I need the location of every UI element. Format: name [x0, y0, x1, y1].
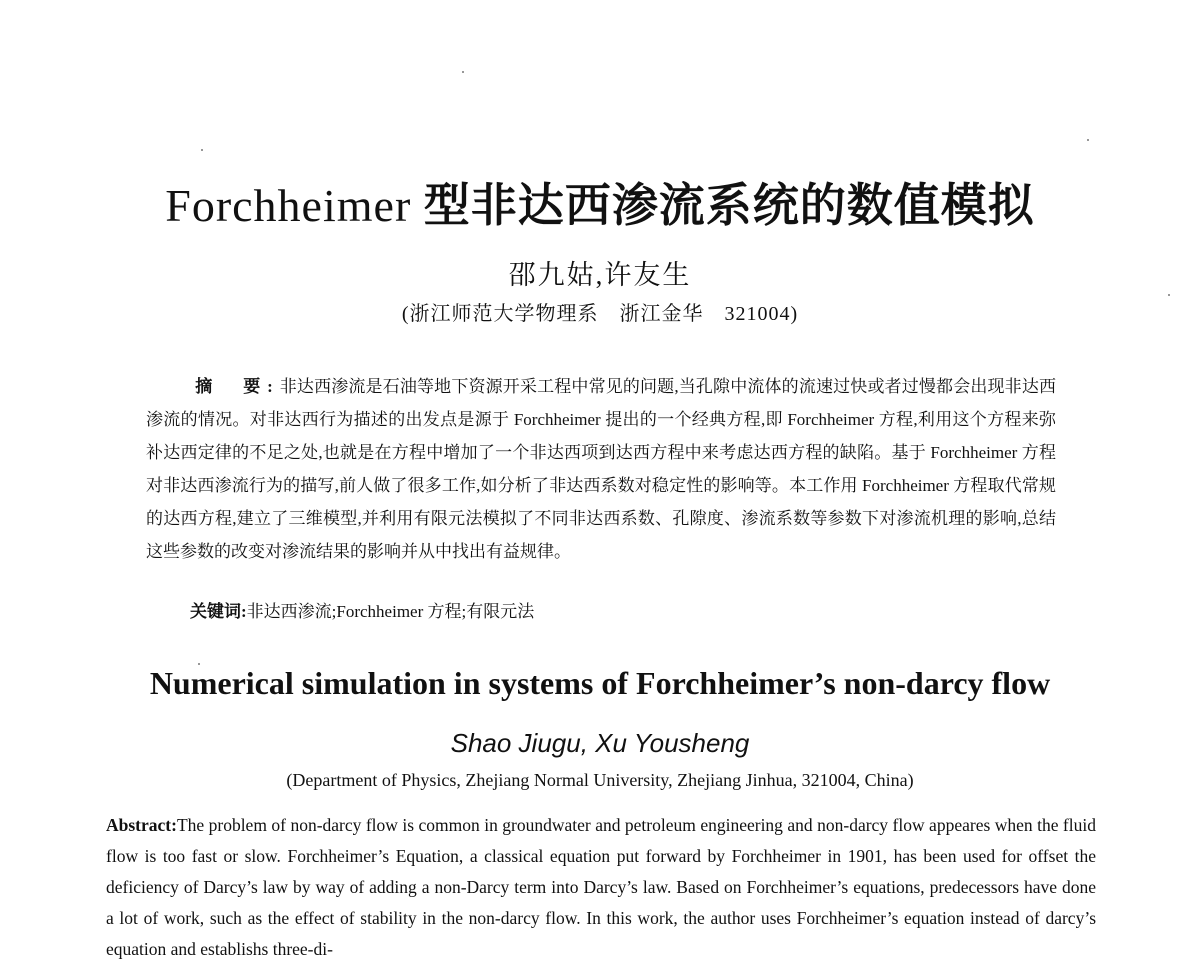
- scan-speck: [462, 71, 464, 73]
- chinese-affiliation: (浙江师范大学物理系 浙江金华 321004): [401, 303, 799, 325]
- chinese-keywords-label: 关键词:: [190, 602, 247, 621]
- english-abstract-body: The problem of non-darcy flow is common in groundwater and petroleum engineering and non-darcy flow appeares when the fluid flow is too fast or slow. Forchheimer’s Equation, a classical equation put forward by Forchheimer in 1901, has been used for offset the deficiency of Darcy’s law by way of adding a non-Darcy term into Darcy’s law. Based on Forchheimer’s equations, predecessors have done a lot of work, such as the effect of stability in the non-darcy flow. In this work, the author uses Forchheimer’s equation instead of darcy’s equation and establishs three-di-: [106, 815, 1096, 959]
- scan-speck: [1087, 139, 1089, 141]
- scan-speck: [201, 149, 203, 151]
- chinese-authors: 邵九姑,许友生: [508, 260, 692, 290]
- chinese-keywords: [190, 597, 1050, 627]
- english-authors: Shao Jiugu, Xu Yousheng: [450, 728, 750, 758]
- chinese-title-latin-part: Forchheimer: [165, 180, 412, 231]
- chinese-abstract: [146, 370, 1056, 568]
- english-abstract-label: Abstract:: [106, 815, 177, 835]
- scan-speck: [1168, 294, 1170, 296]
- english-affiliation: (Department of Physics, Zhejiang Normal University, Zhejiang Jinhua, 321004, China): [286, 770, 914, 790]
- chinese-abstract-body: 非达西渗流是石油等地下资源开采工程中常见的问题,当孔隙中流体的流速过快或者过慢都会出现非达西渗流的情况。对非达西行为描述的出发点是源于 Forchheimer 提出的一个经典方程,即 Forchheimer 方程,利用这个方程来弥补达西定律的不足之处,也就是在方程中增加了一个非达西项到达西方程中来考虑达西方程的缺陷。基于 Forchheimer 方程对非达西渗流行为的描写,前人做了很多工作,如分析了非达西系数对稳定性的影响等。本工作用 Forchheimer 方程取代常规的达西方程,建立了三维模型,并利用有限元法模拟了不同非达西系数、孔隙度、渗流系数等参数下对渗流机理的影响,总结这些参数的改变对渗流结果的影响并从中找出有益规律。: [146, 377, 1056, 561]
- chinese-title: [0, 176, 1200, 236]
- english-abstract: [106, 810, 1096, 965]
- chinese-title-cjk-part: 型非达西渗流系统的数值模拟: [423, 180, 1035, 231]
- chinese-keywords-body: 非达西渗流;Forchheimer 方程;有限元法: [246, 602, 535, 621]
- english-title: Numerical simulation in systems of Forchheimer’s non-darcy flow: [149, 665, 1051, 701]
- chinese-abstract-label: 摘 要:: [195, 377, 280, 396]
